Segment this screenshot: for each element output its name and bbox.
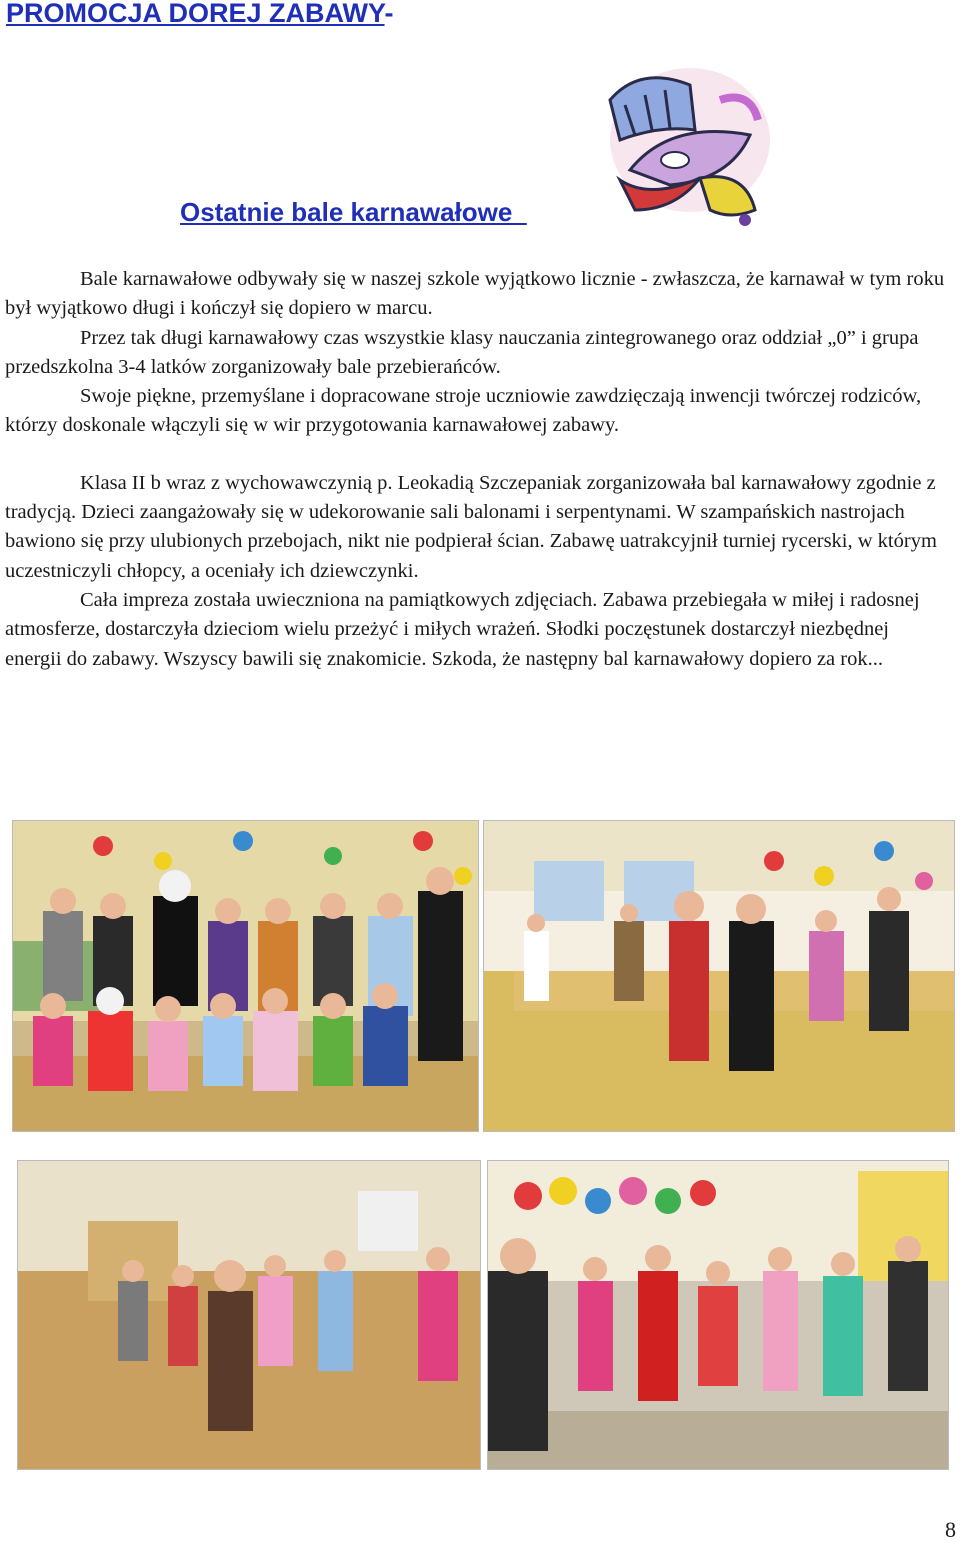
- header-title-text: PROMOCJA DOREJ ZABAWY: [6, 0, 385, 28]
- article-body: [5, 265, 950, 674]
- paragraph-5: Cała impreza została uwieczniona na pamiątkowych zdjęciach. Zabawa przebiegała w miłej i radosnej atmosferze, dostarczyła dzieciom wielu przeżyć i miłych wrażeń. Słodki poczęstunek dostarczył niezbędnej energii do zabawy. Wszyscy bawili się znakomicie. Szkoda, że następny bal karnawałowy dopiero za rok...: [5, 588, 920, 670]
- paragraph-2: Przez tak długi karnawałowy czas wszystkie klasy nauczania zintegrowanego oraz oddział „0” i grupa przedszkolna 3-4 latków zorganizowały bale przebierańców.: [5, 326, 919, 378]
- paragraph-4: Klasa II b wraz z wychowawczynią p. Leokadią Szczepaniak zorganizowała bal karnawałowy zgodnie z tradycją. Dzieci zaangażowały się w udekorowanie sali balonami i serpentynami. W szampańskich nastrojach bawiono się przy ulubionych przebojach, nikt nie podpierał ścian. Zabawę uatrakcyjnił turniej rycerski, w którym uczestniczyli chłopcy, a oceniały ich dziewczynki.: [5, 471, 937, 582]
- paragraph-3: Swoje piękne, przemyślane i dopracowane stroje uczniowie zawdzięczają inwencji twórczej rodziców, którzy doskonale włączyli się w wir przygotowania karnawałowej zabawy.: [5, 385, 922, 437]
- carnival-mask-clipart: [580, 60, 770, 230]
- photo-balloons-dance: [487, 1160, 949, 1470]
- photo-dancing-classroom: [483, 820, 955, 1132]
- paragraph-1: Bale karnawałowe odbywały się w naszej szkole wyjątkowo licznie - zwłaszcza, że karnawał w tym roku był wyjątkowo długi i kończył się dopiero w marcu.: [5, 268, 945, 320]
- document-header: [6, 0, 394, 29]
- page-number: 8: [945, 1517, 956, 1542]
- photo-group-portrait: [12, 820, 479, 1132]
- photo-kids-circle: [17, 1160, 481, 1470]
- header-dash: -: [384, 0, 394, 28]
- article-title: Ostatnie bale karnawałowe: [180, 197, 527, 227]
